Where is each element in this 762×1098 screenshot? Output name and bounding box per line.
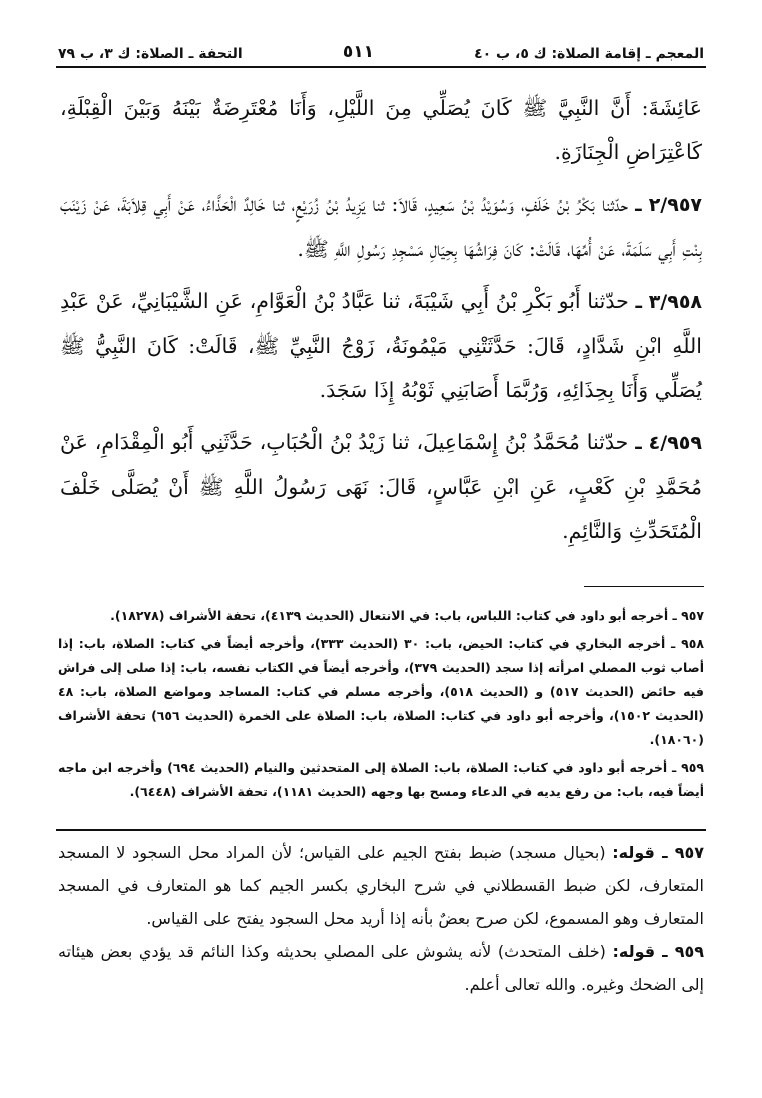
hadith-959 xyxy=(60,420,702,553)
hadith-body: حدّثنا بَكْرُ بْنُ خَلَفٍ، وَسُوَيْدُ بْنُ سَعِيدٍ، قَالاَ: ثنا يَزِيدُ بْنُ زُرَيْعٍ، ثنا خَالِدٌ الْحَذَّاءُ، عَنْ أَبِي قِلاَبَةَ، عَنْ زَيْنَبَ بِنْتِ أَبِي سَلَمَةَ، عَنْ أُمِّهَا، قَالَتْ: كَانَ فِرَاشُهَا بِحِيَالِ مَسْجِدِ رَسُولِ اللَّهِ ﷺ. xyxy=(60,192,702,261)
commentary-957 xyxy=(58,836,704,935)
commentary-divider xyxy=(56,829,706,831)
hadith-number: ٤/٩٥٩ ـ xyxy=(635,432,702,454)
page-header xyxy=(58,32,704,62)
hadith-958 xyxy=(60,279,702,412)
commentary-label: ٩٥٧ ـ قوله: xyxy=(612,843,705,862)
hadith-body: حدّثنا أَبُو بَكْرِ بْنُ أَبِي شَيْبَةَ، ثنا عَبَّادُ بْنُ الْعَوَّامِ، عَنِ الشَّيْبَانِيِّ، عَنْ عَبْدِ اللَّهِ ابْنِ شَدَّادٍ، قَالَ: حَدَّثَتْنِي مَيْمُونَةُ، زَوْجُ النَّبِيِّ ﷺ، قَالَتْ: كَانَ النَّبِيُّ ﷺ يُصَلِّي وَأَنَا بِحِذَائِهِ، وَرُبَّمَا أَصَابَنِي ثَوْبُهُ إِذَا سَجَدَ. xyxy=(60,289,702,402)
hadith-body: حدّثنا مُحَمَّدُ بْنُ إِسْمَاعِيلَ، ثنا زَيْدُ بْنُ الْحُبَابِ، حَدَّثَنِي أَبُو الْمِقْدَامِ، عَنْ مُحَمَّدِ بْنِ كَعْبٍ، عَنِ ابْنِ عَبَّاسٍ، قَالَ: نَهَى رَسُولُ اللَّهِ ﷺ أَنْ يُصَلَّى خَلْفَ الْمُتَحَدِّثِ وَالنَّائِمِ. xyxy=(60,430,702,543)
footnotes xyxy=(58,604,704,808)
footnote-958: ٩٥٨ ـ أخرجه البخاري في كتاب: الحيض، باب: ٣٠ (الحديث ٣٣٣)، وأخرجه أيضاً في كتاب: الصلاة، باب: إذا أصاب ثوب المصلي امرأته إذا سجد (الحديث ٣٧٩)، وأخرجه أيضاً في الكتاب نفسه، باب: إذا صلى إلى فراش فيه حائض (الحديث ٥١٧) و (الحديث ٥١٨)، وأخرجه مسلم في كتاب: المساجد ومواضع الصلاة، باب: ٤٨ (الحديث ١٥٠٢)، وأخرجه أبو داود في كتاب: الصلاة، باب: الصلاة على الخمرة (الحديث ٦٥٦) تحفة الأشراف (١٨٠٦٠). xyxy=(58,636,704,747)
hadith-number: ٣/٩٥٨ ـ xyxy=(635,291,703,313)
commentary-body: (بحيال مسجد) ضبط بفتح الجيم على القياس؛ لأن المراد محل السجود لا المسجد المتعارف، لكن ضبط القسطلاني في شرح البخاري بكسر الجيم كما هو المتعارف في المسجد المتعارف وهو المسموع، لكن صرح بعضٌ بأنه إذا أريد محل السجود يفتح على القياس. xyxy=(58,843,704,928)
footnote-957: ٩٥٧ ـ أخرجه أبو داود في كتاب: اللباس، باب: في الانتعال (الحديث ٤١٣٩)، تحفة الأشراف (١٨٢٧٨). xyxy=(110,608,704,623)
hadith-continuation xyxy=(60,86,702,174)
footnote-divider xyxy=(584,586,704,587)
commentary-body: (خلف المتحدث) لأنه يشوش على المصلي بحديثه وكذا النائم قد يؤدي بعض هيئاته إلى الضحك وغيره. والله تعالى أعلم. xyxy=(58,942,704,994)
header-divider xyxy=(56,66,706,68)
commentary-label: ٩٥٩ ـ قوله: xyxy=(612,942,704,961)
hadith-body: عَائِشَةَ: أَنَّ النَّبِيَّ ﷺ كَانَ يُصَلِّي مِنَ اللَّيْلِ، وَأَنَا مُعْتَرِضَةٌ بَيْنَهُ وَبَيْنَ الْقِبْلَةِ، كَاعْتِرَاضِ الْجِنَازَةِ. xyxy=(60,96,702,164)
commentary-959 xyxy=(58,935,704,1001)
header-left-title: التحفة ـ الصلاة: ك ٣، ب ٧٩ xyxy=(58,46,243,62)
footnote-959: ٩٥٩ ـ أخرجه أبو داود في كتاب: الصلاة، باب: الصلاة إلى المتحدثين والنيام (الحديث ٦٩٤) وأخرجه ابن ماجه أيضاً فيه، باب: من رفع يديه في الدعاء ومسح بها وجهه (الحديث ١١٨١)، تحفة الأشراف (٦٤٤٨). xyxy=(58,760,704,799)
page-number: ٥١١ xyxy=(342,42,374,62)
hadith-number: ٢/٩٥٧ ـ xyxy=(635,194,703,216)
hadith-957 xyxy=(60,182,702,271)
hadith-text xyxy=(60,86,702,553)
commentary xyxy=(58,836,704,1001)
header-right-title: المعجم ـ إقامة الصلاة: ك ٥، ب ٤٠ xyxy=(474,46,704,62)
